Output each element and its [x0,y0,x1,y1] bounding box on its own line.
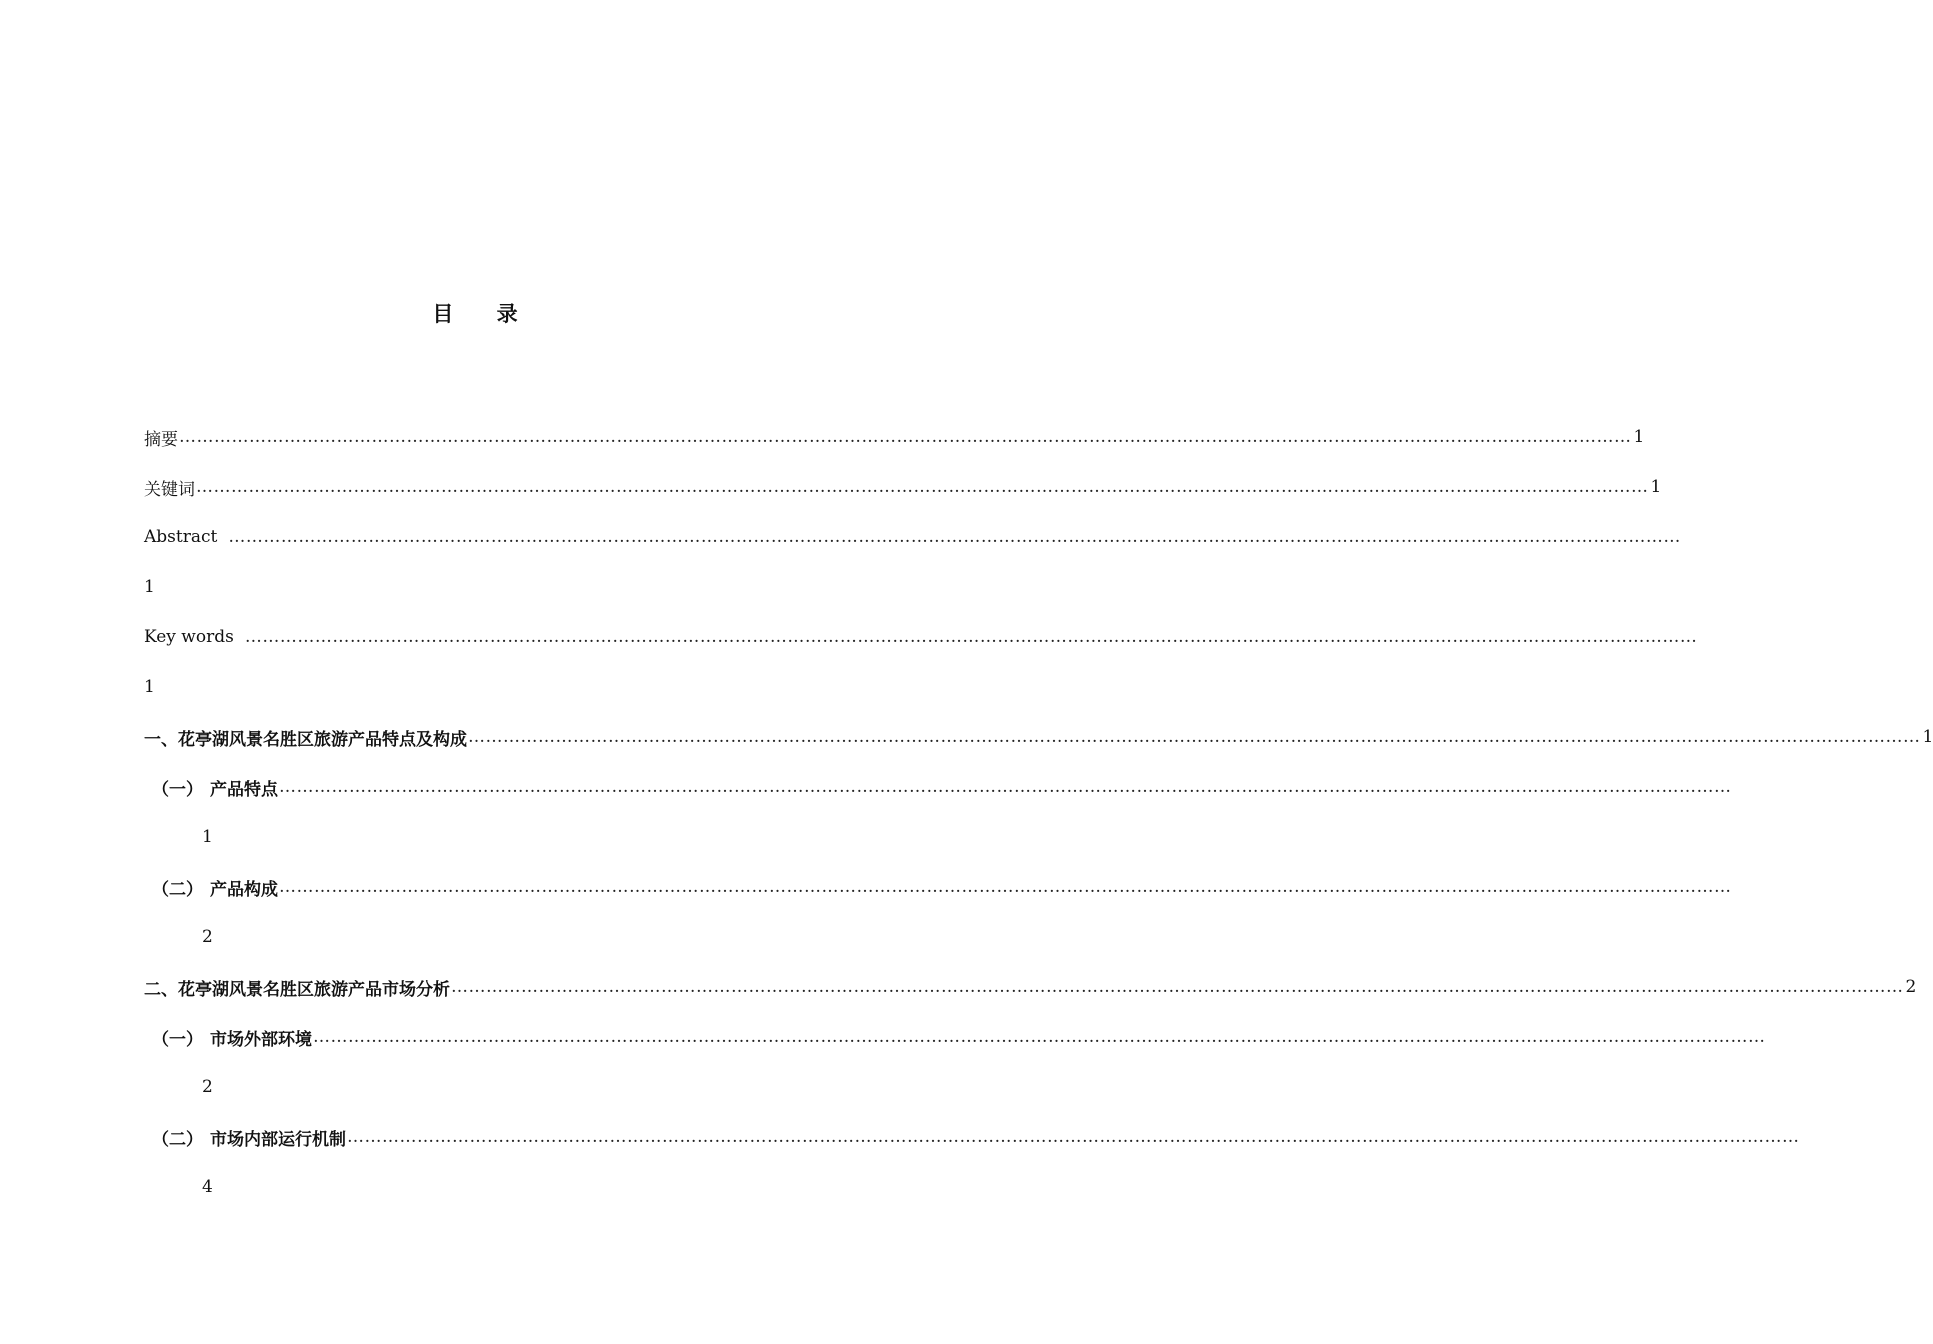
toc-leader: …………………………………………………………………………………………………………………………………………………………………………………………………………………………… [196,477,1649,497]
toc-wrapped-page [144,1062,806,1112]
toc-entry-section-2-2[interactable] [144,1112,1800,1162]
toc-label: 市场内部运行机制 [210,1129,346,1150]
toc-label: Key words [144,627,234,647]
toc-leader: …………………………………………………………………………………………………………………………………………………………………………………………………………………………… [451,977,1904,997]
toc-page-number: 1 [1633,427,1645,447]
toc-page-number: 2 [202,927,213,947]
toc-leader: …………………………………………………………………………………………………………………………………………………………………………………………………………………………… [313,1027,1766,1047]
toc-subsection-number: （一） [152,1029,203,1050]
toc-wrapped-page [144,812,806,862]
page-title: 目 录 [432,301,536,326]
toc-subsection-number: （二） [152,879,203,900]
toc-entry-abstract-cn[interactable] [144,412,1645,462]
toc-page-number: 1 [144,577,155,597]
toc-page-number: 1 [144,677,155,697]
toc-leader: …………………………………………………………………………………………………………………………………………………………………………………………………………………………… [279,877,1732,897]
toc-subsection-number: （二） [152,1129,203,1150]
toc-wrapped-page [144,1162,806,1212]
toc-subsection-number: （一） [152,779,203,800]
toc-label: 摘要 [144,429,178,450]
toc-page-number: 1 [202,827,213,847]
toc-entry-section-1-1[interactable] [144,762,1732,812]
toc-label: 市场外部环境 [210,1029,312,1050]
toc-leader: …………………………………………………………………………………………………………………………………………………………………………………………………………………………… [244,627,1698,647]
toc-page-number: 1 [1922,727,1933,747]
toc-leader: …………………………………………………………………………………………………………………………………………………………………………………………………………………………… [347,1127,1800,1147]
toc-label: 关键词 [144,479,195,500]
table-of-contents [144,412,1933,1212]
toc-label: Abstract [144,527,218,547]
toc-leader: …………………………………………………………………………………………………………………………………………………………………………………………………………………………… [468,727,1921,747]
toc-entry-abstract-en[interactable] [144,512,1681,562]
toc-entry-section-2[interactable] [144,962,1917,1012]
toc-leader: …………………………………………………………………………………………………………………………………………………………………………………………………………………………… [179,427,1632,447]
toc-leader: …………………………………………………………………………………………………………………………………………………………………………………………………………………………… [228,527,1681,547]
toc-wrapped-page [144,562,806,612]
toc-label: 产品构成 [210,879,278,900]
toc-wrapped-page [144,912,806,962]
toc-page-number: 1 [1650,477,1662,497]
toc-leader: …………………………………………………………………………………………………………………………………………………………………………………………………………………………… [279,777,1732,797]
toc-label: 一、花亭湖风景名胜区旅游产品特点及构成 [144,729,467,750]
toc-page-number: 4 [202,1177,213,1197]
toc-entry-keywords-en[interactable] [144,612,1698,662]
toc-label: 产品特点 [210,779,278,800]
toc-wrapped-page [144,662,806,712]
toc-entry-section-2-1[interactable] [144,1012,1766,1062]
toc-entry-section-1-2[interactable] [144,862,1732,912]
toc-page-number: 2 [1905,977,1917,997]
toc-entry-section-1[interactable] [144,712,1933,762]
toc-entry-keywords-cn[interactable] [144,462,1662,512]
toc-page-number: 2 [202,1077,213,1097]
toc-label: 二、花亭湖风景名胜区旅游产品市场分析 [144,979,450,1000]
